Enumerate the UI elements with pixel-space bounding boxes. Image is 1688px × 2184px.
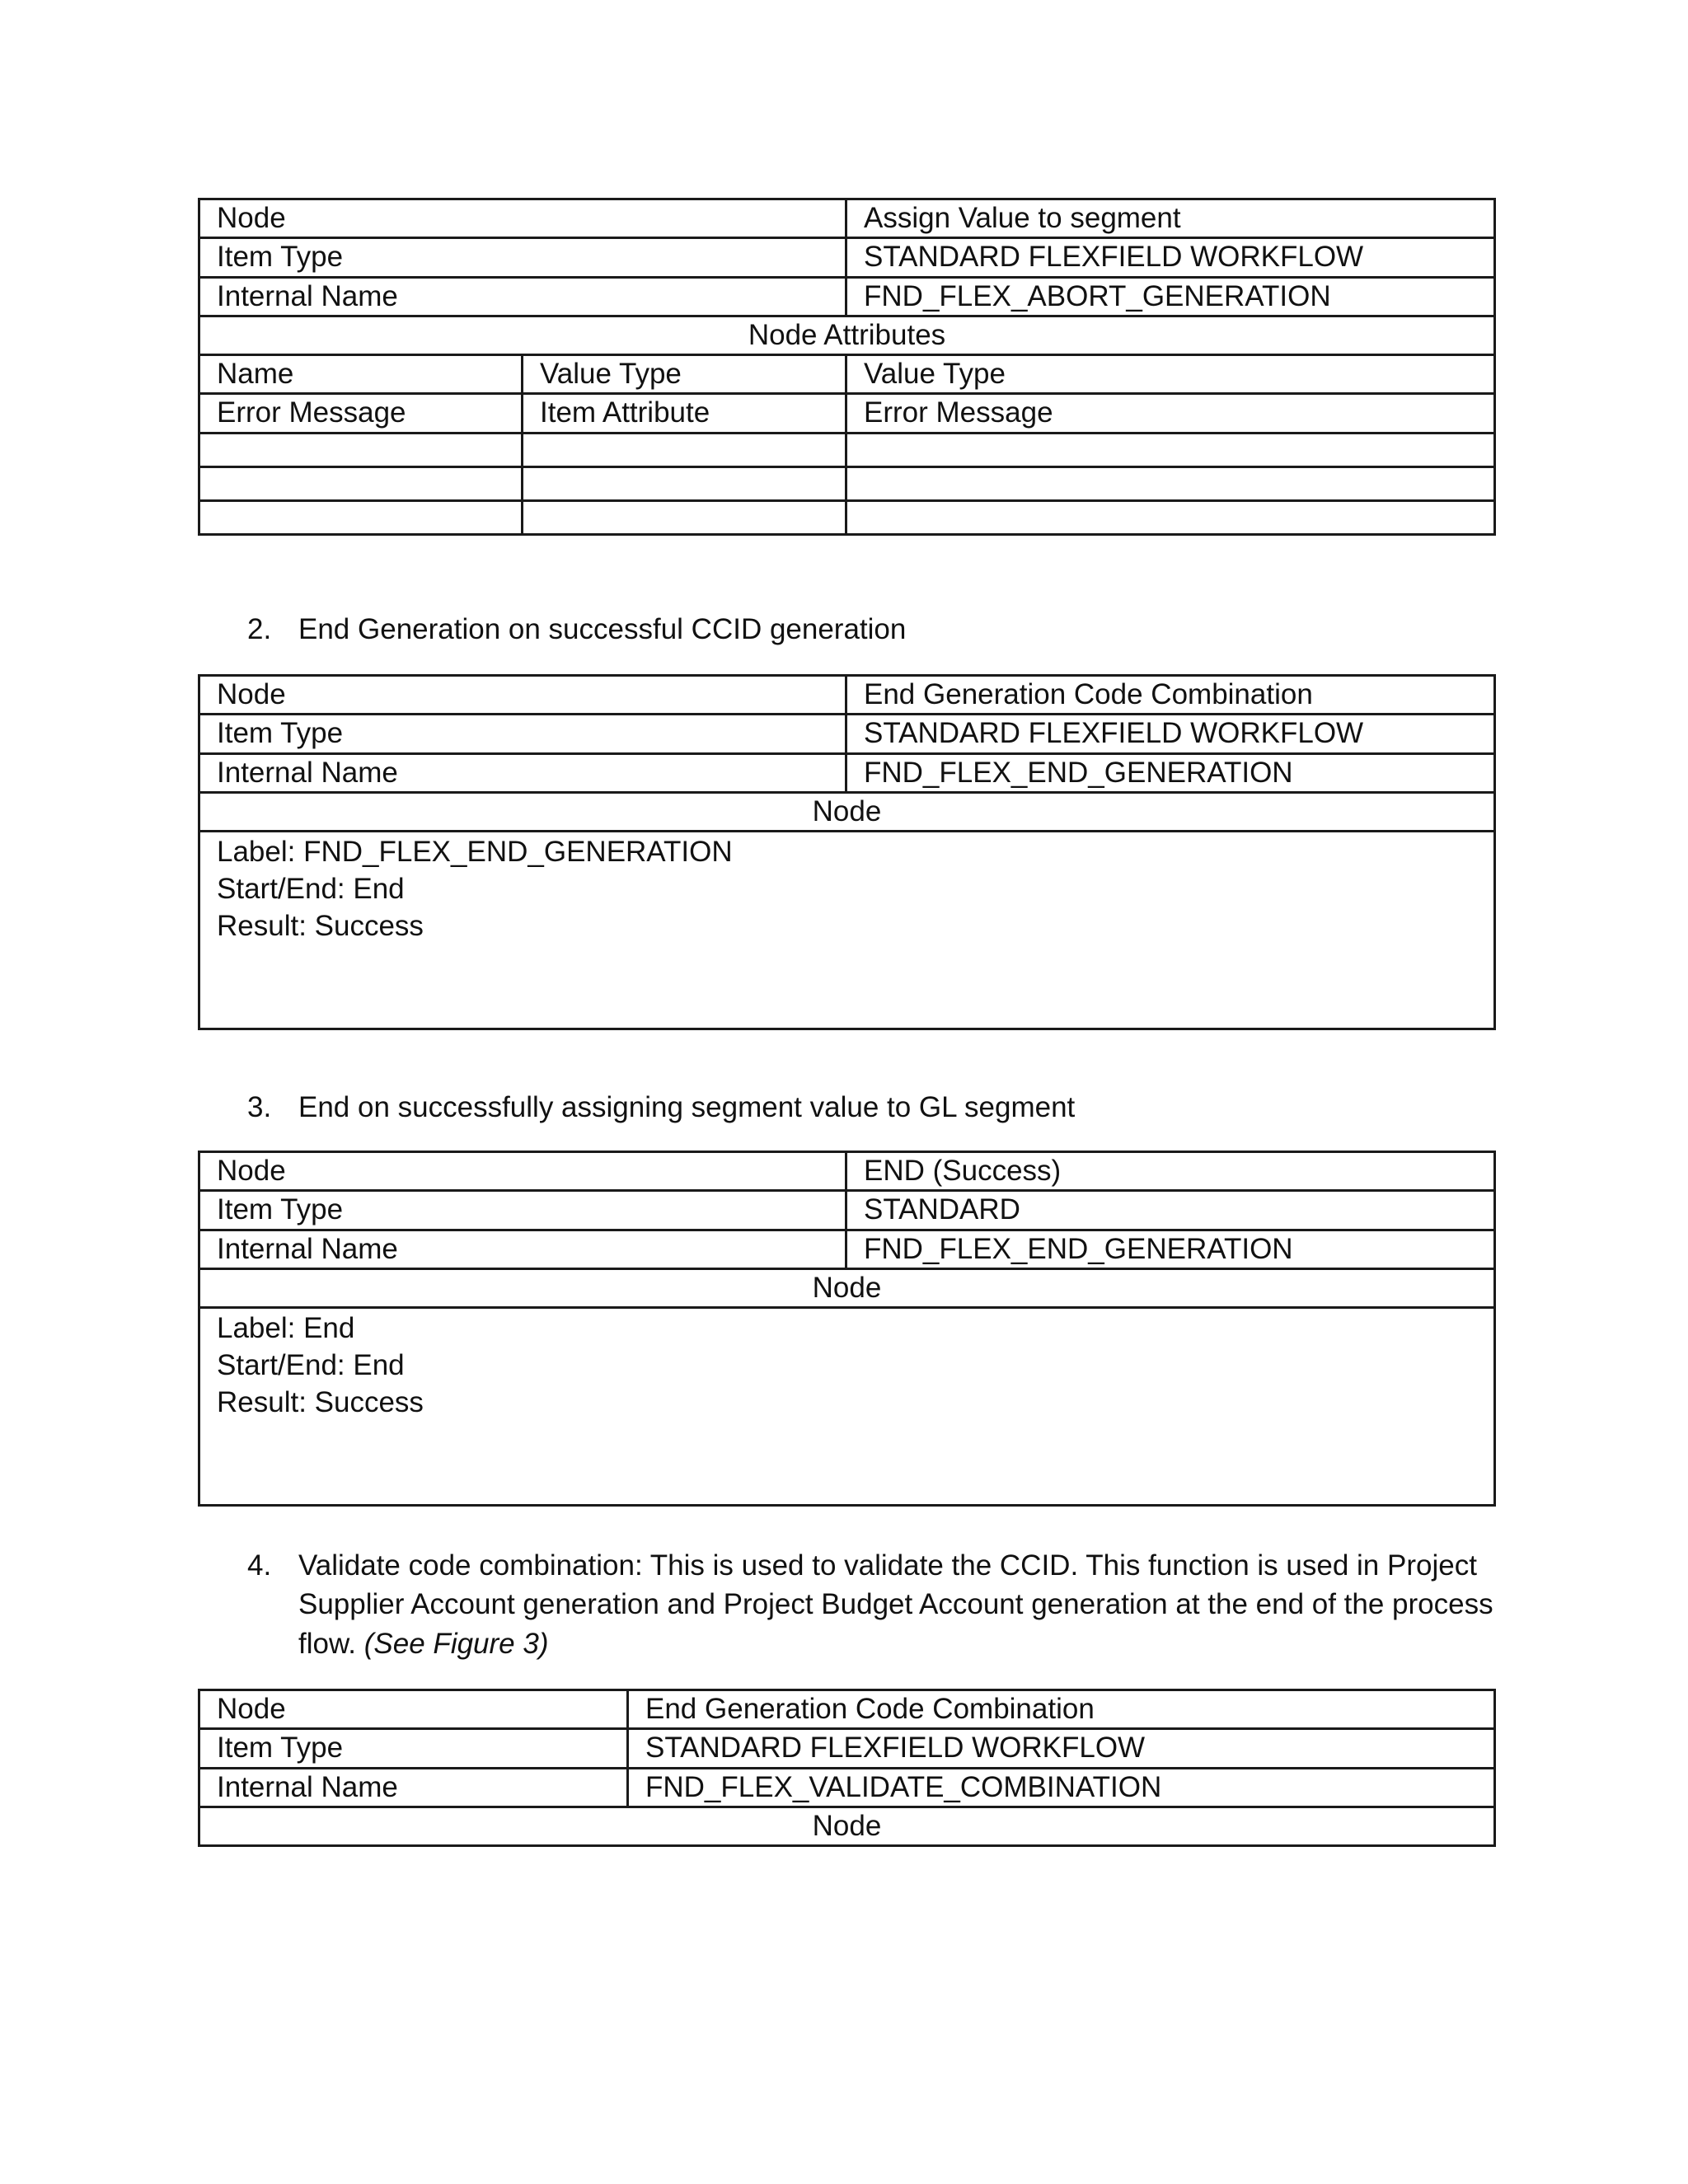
node-details-cell (199, 832, 1495, 1029)
table-cell: Item Type (199, 238, 846, 277)
section-heading (247, 610, 1500, 649)
table-row (199, 433, 1495, 466)
table-row (199, 1230, 1495, 1268)
table-cell (199, 433, 523, 466)
table-row (199, 753, 1495, 792)
section-header-cell: Node Attributes (199, 316, 1495, 354)
table-end-success (198, 1151, 1493, 1507)
table-row (199, 1268, 1495, 1307)
column-header: Value Type (523, 355, 846, 394)
table-cell (846, 433, 1495, 466)
node-result: Result: Success (217, 1386, 424, 1418)
table-cell (846, 466, 1495, 500)
node-start-end: Start/End: End (217, 873, 405, 905)
table-row (199, 676, 1495, 715)
table-cell: Internal Name (199, 1230, 846, 1268)
heading-text: End Generation on successful CCID generation (298, 613, 907, 645)
table-assign-value (198, 198, 1493, 536)
table-cell: Node (199, 1152, 846, 1191)
column-header: Name (199, 355, 523, 394)
list-number: 2. (247, 613, 272, 645)
table-row (199, 394, 1495, 433)
table-row (199, 316, 1495, 354)
table-row (199, 355, 1495, 394)
table-cell: Internal Name (199, 753, 846, 792)
table-cell: STANDARD FLEXFIELD WORKFLOW (846, 238, 1495, 277)
table-cell: Item Attribute (523, 394, 846, 433)
heading-paragraph (298, 1546, 1500, 1663)
node-details-cell (199, 1308, 1495, 1506)
table-cell: Item Type (199, 1191, 846, 1230)
table-cell: Error Message (846, 394, 1495, 433)
table-cell: FND_FLEX_ABORT_GENERATION (846, 277, 1495, 316)
table-cell (523, 466, 846, 500)
table-cell: End Generation Code Combination (628, 1690, 1495, 1729)
table-row (199, 1308, 1495, 1506)
table-cell: Item Type (199, 715, 846, 753)
table-cell: Node (199, 1690, 628, 1729)
table-row (199, 1729, 1495, 1768)
table-row (199, 1690, 1495, 1729)
table-row (199, 1152, 1495, 1191)
table-row (199, 832, 1495, 1029)
table-cell (199, 466, 523, 500)
heading-text: Validate code combination: This is used to validate the CCID. This function is used in Project Supplier Account generation and Project Budget Account generation at the end of the process flow. (298, 1549, 1493, 1660)
list-number: 3. (247, 1091, 272, 1123)
table-row (199, 715, 1495, 753)
table-cell (846, 500, 1495, 534)
section-header-cell: Node (199, 1268, 1495, 1307)
table-row (199, 500, 1495, 534)
table-cell: Internal Name (199, 277, 846, 316)
table-cell: FND_FLEX_END_GENERATION (846, 1230, 1495, 1268)
section-header-cell: Node (199, 792, 1495, 831)
table-cell: Node (199, 676, 846, 715)
node-label: Label: FND_FLEX_END_GENERATION (217, 836, 733, 868)
table-cell: Internal Name (199, 1768, 628, 1807)
table-validate-combination (198, 1689, 1493, 1847)
table-cell (199, 500, 523, 534)
section-heading (247, 1088, 1500, 1127)
table-cell: STANDARD FLEXFIELD WORKFLOW (846, 715, 1495, 753)
node-label: Label: End (217, 1312, 355, 1344)
node-result: Result: Success (217, 910, 424, 942)
table-row (199, 466, 1495, 500)
table-cell: Error Message (199, 394, 523, 433)
table-cell: Node (199, 199, 846, 238)
node-start-end: Start/End: End (217, 1349, 405, 1381)
table-row (199, 277, 1495, 316)
table-cell (523, 500, 846, 534)
heading-text: End on successfully assigning segment value to GL segment (298, 1091, 1076, 1123)
section-heading (247, 1546, 1500, 1663)
table-row (199, 1768, 1495, 1807)
table-row (199, 1807, 1495, 1845)
table-row (199, 1191, 1495, 1230)
table-cell: END (Success) (846, 1152, 1495, 1191)
table-cell: End Generation Code Combination (846, 676, 1495, 715)
table-cell: STANDARD (846, 1191, 1495, 1230)
table-row (199, 792, 1495, 831)
section-header-cell: Node (199, 1807, 1495, 1845)
table-row (199, 238, 1495, 277)
table-cell: STANDARD FLEXFIELD WORKFLOW (628, 1729, 1495, 1768)
table-end-generation (198, 674, 1493, 1030)
column-header: Value Type (846, 355, 1495, 394)
table-cell: FND_FLEX_VALIDATE_COMBINATION (628, 1768, 1495, 1807)
figure-reference: (See Figure 3) (363, 1627, 549, 1660)
list-number: 4. (247, 1549, 272, 1582)
table-cell: FND_FLEX_END_GENERATION (846, 753, 1495, 792)
table-row (199, 199, 1495, 238)
table-cell (523, 433, 846, 466)
table-cell: Item Type (199, 1729, 628, 1768)
table-cell: Assign Value to segment (846, 199, 1495, 238)
